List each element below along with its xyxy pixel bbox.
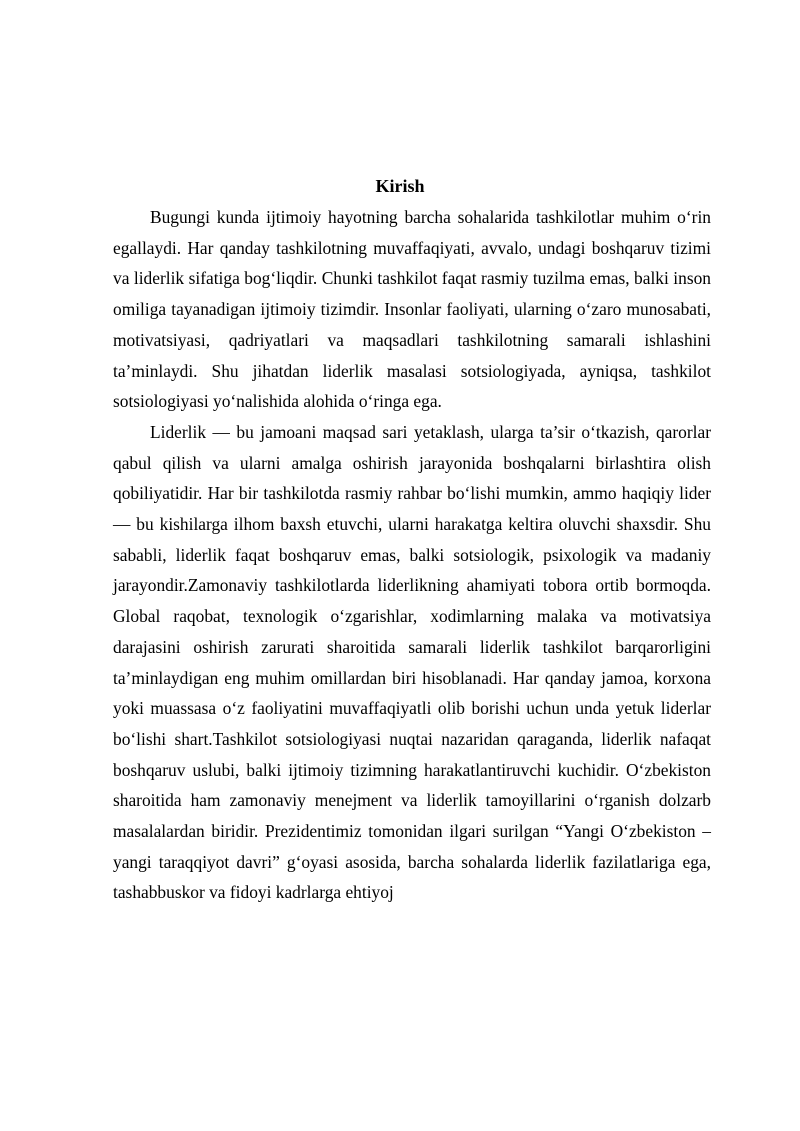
document-body [113,202,711,908]
paragraph-intro: Bugungi kunda ijtimoiy hayotning barcha sohalarida tashkilotlar muhim o‘rin egallaydi. Har qanday tashkilotning muvaffaqiyati, avvalo, undagi boshqaruv tizimi va liderlik sifatiga bog‘liqdir. Chunki tashkilot faqat rasmiy tuzilma emas, balki inson omiliga tayanadigan ijtimoiy tizimdir. Insonlar faoliyati, ularning o‘zaro munosabati, motivatsiyasi, qadriyatlari va maqsadlari tashkilotning samarali ishlashini ta’minlaydi. Shu jihatdan liderlik masalasi sotsiologiyada, ayniqsa, tashkilot sotsiologiyasi yo‘nalishida alohida o‘ringa ega. [113,207,711,412]
section-title: Kirish [375,176,425,196]
paragraph-leadership: Liderlik — bu jamoani maqsad sari yetaklash, ularga ta’sir o‘tkazish, qarorlar qabul qilish va ularni amalga oshirish jarayonida boshqalarni birlashtira olish qobiliyatidir. Har bir tashkilotda rasmiy rahbar bo‘lishi mumkin, ammo haqiqiy lider — bu kishilarga ilhom baxsh etuvchi, ularni harakatga keltira oluvchi shaxsdir. Shu sababli, liderlik faqat boshqaruv emas, balki sotsiologik, psixologik va madaniy jarayondir.Zamonaviy tashkilotlarda liderlikning ahamiyati tobora ortib bormoqda. Global raqobat, texnologik o‘zgarishlar, xodimlarning malaka va motivatsiya darajasini oshirish zarurati sharoitida samarali liderlik tashkilot barqarorligini ta’minlaydigan eng muhim omillardan biri hisoblanadi. Har qanday jamoa, korxona yoki muassasa o‘z faoliyatini muvaffaqiyatli olib borishi uchun unda yetuk liderlar bo‘lishi shart.Tashkilot sotsiologiyasi nuqtai nazaridan qaraganda, liderlik nafaqat boshqaruv uslubi, balki ijtimoiy tizimning harakatlantiruvchi kuchidir. O‘zbekiston sharoitida ham zamonaviy menejment va liderlik tamoyillarini o‘rganish dolzarb masalalardan biridir. Prezidentimiz tomonidan ilgari surilgan “Yangi O‘zbekiston – yangi taraqqiyot davri” g‘oyasi asosida, barcha sohalarda liderlik fazilatlariga ega, tashabbuskor va fidoyi kadrlarga ehtiyoj [113,421,711,903]
